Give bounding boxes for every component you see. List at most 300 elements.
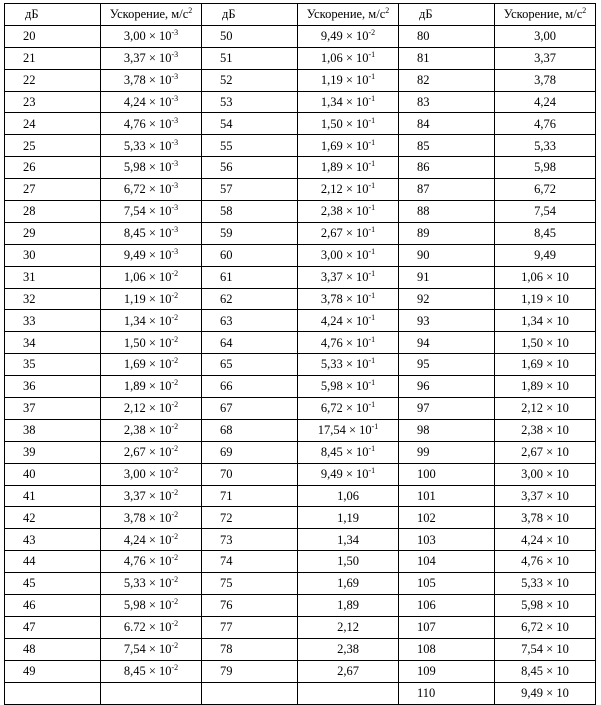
table-row (5, 419, 596, 441)
acceleration-cell (495, 376, 596, 398)
acceleration-mantissa: 9,49 (534, 247, 556, 262)
db-cell: 30 (5, 244, 101, 266)
acceleration-exponent: -1 (368, 115, 376, 125)
header-db-3: дБ (399, 4, 495, 26)
acceleration-mantissa: 3,00 × 10 (320, 247, 369, 262)
table-row (5, 441, 596, 463)
acceleration-mantissa: 2,38 × 10 (320, 204, 369, 219)
acceleration-exponent: -2 (171, 378, 179, 388)
acceleration-exponent: -1 (368, 268, 376, 278)
acceleration-cell (495, 201, 596, 223)
acceleration-cell (298, 244, 399, 266)
db-cell: 69 (202, 441, 298, 463)
acceleration-cell (101, 616, 202, 638)
table-row (5, 529, 596, 551)
acceleration-cell (298, 616, 399, 638)
table-row (5, 91, 596, 113)
db-cell (5, 682, 101, 704)
acceleration-cell (298, 463, 399, 485)
db-cell: 57 (202, 179, 298, 201)
header-db-2: дБ (202, 4, 298, 26)
acceleration-mantissa: 5,33 × 10 (123, 576, 172, 591)
table-row (5, 310, 596, 332)
db-cell: 27 (5, 179, 101, 201)
acceleration-exponent: -3 (171, 28, 179, 38)
acceleration-mantissa: 1,34 (337, 532, 359, 547)
acceleration-mantissa: 8,45 × 10 (123, 226, 172, 241)
acceleration-exponent: -1 (368, 159, 376, 169)
db-cell: 83 (399, 91, 495, 113)
acceleration-mantissa: 5,33 × 10 (320, 357, 369, 372)
acceleration-mantissa: 1,06 × 10 (123, 269, 172, 284)
acceleration-mantissa: 1,19 × 10 (320, 72, 369, 87)
acceleration-exponent: -3 (171, 181, 179, 191)
acceleration-mantissa: 8,45 × 10 (320, 445, 369, 459)
acceleration-cell (101, 222, 202, 244)
acceleration-cell (495, 69, 596, 91)
acceleration-exponent: -2 (171, 312, 179, 322)
db-cell: 101 (399, 485, 495, 507)
acceleration-mantissa: 3,37 × 10 (123, 488, 172, 503)
acceleration-exponent: -1 (368, 400, 376, 410)
table-row (5, 135, 596, 157)
acceleration-cell (101, 354, 202, 376)
db-cell: 33 (5, 310, 101, 332)
table-row (5, 660, 596, 682)
acceleration-mantissa: 1,89 (337, 598, 359, 613)
acceleration-mantissa: 2,67 × 10 (521, 445, 569, 459)
acceleration-cell (101, 113, 202, 135)
acceleration-mantissa: 2,12 (337, 620, 359, 635)
db-cell: 88 (399, 201, 495, 223)
db-cell: 43 (5, 529, 101, 551)
acceleration-mantissa: 9,49 × 10 (123, 247, 172, 262)
db-cell: 84 (399, 113, 495, 135)
acceleration-cell (298, 25, 399, 47)
db-cell: 108 (399, 638, 495, 660)
acceleration-exponent: -2 (171, 268, 179, 278)
acceleration-mantissa: 4,76 × 10 (123, 554, 172, 569)
acceleration-exponent: -2 (368, 28, 376, 38)
acceleration-cell (101, 660, 202, 682)
acceleration-exponent: -2 (171, 487, 179, 497)
db-cell: 23 (5, 91, 101, 113)
acceleration-mantissa: 1,89 × 10 (320, 160, 369, 175)
db-cell: 106 (399, 595, 495, 617)
acceleration-mantissa: 6.72 × 10 (123, 620, 172, 635)
acceleration-cell (101, 573, 202, 595)
table-row (5, 354, 596, 376)
acceleration-exponent: -3 (171, 225, 179, 235)
db-cell: 44 (5, 551, 101, 573)
acceleration-mantissa: 3,78 × 10 (123, 72, 172, 87)
acceleration-cell (101, 47, 202, 69)
acceleration-cell (298, 660, 399, 682)
acceleration-cell (101, 682, 202, 704)
db-cell: 22 (5, 69, 101, 91)
acceleration-mantissa: 1,50 × 10 (320, 116, 369, 131)
acceleration-mantissa: 4,76 × 10 (320, 335, 369, 350)
acceleration-exponent: -1 (368, 465, 376, 475)
acceleration-mantissa: 7,54 × 10 (123, 642, 172, 657)
acceleration-mantissa: 1,19 (337, 510, 359, 525)
db-cell: 75 (202, 573, 298, 595)
db-cell: 77 (202, 616, 298, 638)
db-cell: 38 (5, 419, 101, 441)
db-cell: 68 (202, 419, 298, 441)
db-cell: 50 (202, 25, 298, 47)
acceleration-exponent: -1 (368, 137, 376, 147)
acceleration-cell (101, 376, 202, 398)
acceleration-exponent: -2 (171, 444, 179, 453)
acceleration-cell (495, 551, 596, 573)
acceleration-mantissa: 2,12 × 10 (123, 401, 172, 416)
db-cell: 92 (399, 288, 495, 310)
acceleration-exponent: -3 (171, 93, 179, 103)
db-cell: 20 (5, 25, 101, 47)
acceleration-cell (101, 69, 202, 91)
header-accel-1: Ускорение, $м/с^2$ (101, 4, 202, 26)
acceleration-mantissa: 9,49 × 10 (320, 466, 369, 481)
db-cell: 34 (5, 332, 101, 354)
db-cell: 98 (399, 419, 495, 441)
acceleration-mantissa: 6,72 (534, 182, 556, 197)
db-cell: 32 (5, 288, 101, 310)
acceleration-mantissa: 3,37 × 10 (521, 488, 569, 503)
db-cell: 71 (202, 485, 298, 507)
db-cell: 96 (399, 376, 495, 398)
acceleration-mantissa: 3,00 × 10 (123, 29, 172, 44)
acceleration-exponent: -1 (368, 225, 376, 235)
db-cell: 65 (202, 354, 298, 376)
acceleration-exponent: -2 (171, 422, 179, 432)
acceleration-mantissa: 1,69 (337, 576, 359, 591)
acceleration-exponent: -2 (171, 553, 179, 563)
db-cell: 61 (202, 266, 298, 288)
db-cell: 103 (399, 529, 495, 551)
db-cell: 47 (5, 616, 101, 638)
db-cell: 105 (399, 573, 495, 595)
acceleration-exponent: -2 (171, 531, 179, 541)
db-cell: 52 (202, 69, 298, 91)
acceleration-mantissa: 5,98 × 10 (123, 598, 172, 613)
acceleration-mantissa: 6,72 × 10 (123, 182, 172, 197)
db-cell: 40 (5, 463, 101, 485)
acceleration-cell (495, 441, 596, 463)
db-cell: 67 (202, 398, 298, 420)
db-cell: 41 (5, 485, 101, 507)
acceleration-mantissa: 17,54 × 10 (317, 423, 372, 438)
acceleration-mantissa: 6,72 × 10 (521, 620, 569, 635)
acceleration-exponent: -1 (368, 181, 376, 191)
db-cell: 87 (399, 179, 495, 201)
acceleration-mantissa: 1,50 × 10 (123, 335, 172, 350)
acceleration-cell (495, 354, 596, 376)
acceleration-mantissa: 4,76 × 10 (123, 116, 172, 131)
acceleration-exponent: -3 (171, 115, 179, 125)
acceleration-mantissa: 1,06 × 10 (521, 269, 569, 284)
acceleration-mantissa: 5,33 (534, 138, 556, 153)
acceleration-exponent: -1 (368, 334, 376, 344)
acceleration-mantissa: 2,12 × 10 (521, 401, 569, 416)
acceleration-exponent: -1 (368, 203, 376, 213)
db-cell: 35 (5, 354, 101, 376)
acceleration-cell (101, 288, 202, 310)
acceleration-exponent: -2 (171, 400, 179, 410)
acceleration-cell (101, 507, 202, 529)
acceleration-cell (298, 288, 399, 310)
acceleration-cell (101, 485, 202, 507)
acceleration-mantissa: 7,54 × 10 (521, 642, 569, 657)
acceleration-cell (495, 157, 596, 179)
acceleration-exponent: -3 (171, 49, 179, 59)
acceleration-exponent: -3 (171, 246, 179, 256)
db-cell: 74 (202, 551, 298, 573)
acceleration-cell (101, 638, 202, 660)
db-cell: 100 (399, 463, 495, 485)
acceleration-mantissa: 1,19 × 10 (521, 291, 569, 306)
acceleration-exponent: -1 (371, 422, 379, 432)
acceleration-mantissa: 2,67 (337, 663, 359, 678)
acceleration-cell (298, 573, 399, 595)
db-cell: 59 (202, 222, 298, 244)
db-cell: 48 (5, 638, 101, 660)
acceleration-cell (298, 69, 399, 91)
db-cell: 49 (5, 660, 101, 682)
acceleration-cell (495, 332, 596, 354)
db-cell: 45 (5, 573, 101, 595)
acceleration-mantissa: 9,49 × 10 (521, 685, 569, 700)
db-cell: 42 (5, 507, 101, 529)
acceleration-mantissa: 2,38 (337, 642, 359, 657)
table-row (5, 47, 596, 69)
db-cell: 89 (399, 222, 495, 244)
acceleration-mantissa: 5,98 × 10 (320, 379, 369, 394)
acceleration-cell (298, 332, 399, 354)
db-cell: 53 (202, 91, 298, 113)
db-cell: 86 (399, 157, 495, 179)
db-cell: 104 (399, 551, 495, 573)
acceleration-mantissa: 4,76 × 10 (521, 554, 569, 569)
acceleration-cell (298, 529, 399, 551)
acceleration-cell (298, 135, 399, 157)
acceleration-exponent: -2 (171, 465, 179, 475)
db-cell: 64 (202, 332, 298, 354)
acceleration-cell (495, 266, 596, 288)
acceleration-exponent: -2 (171, 575, 179, 585)
acceleration-cell (495, 529, 596, 551)
acceleration-cell (298, 113, 399, 135)
db-cell: 102 (399, 507, 495, 529)
acceleration-cell (101, 157, 202, 179)
db-cell: 90 (399, 244, 495, 266)
header-row (5, 4, 596, 26)
acceleration-mantissa: 3,78 (534, 72, 556, 87)
acceleration-mantissa: 1,89 × 10 (123, 379, 172, 394)
table-row (5, 179, 596, 201)
acceleration-exponent: -1 (368, 378, 376, 388)
acceleration-exponent: -1 (368, 93, 376, 103)
acceleration-mantissa: 3,00 (534, 29, 556, 44)
acceleration-mantissa: 1,89 × 10 (521, 379, 569, 394)
acceleration-exponent: -1 (368, 49, 376, 59)
acceleration-mantissa: 3,78 × 10 (521, 510, 569, 525)
table-row (5, 573, 596, 595)
db-cell: 91 (399, 266, 495, 288)
table-row (5, 69, 596, 91)
db-cell: 39 (5, 441, 101, 463)
acceleration-cell (298, 376, 399, 398)
db-cell: 95 (399, 354, 495, 376)
acceleration-mantissa: 4,76 (534, 116, 556, 131)
db-cell: 58 (202, 201, 298, 223)
acceleration-exponent: -1 (368, 312, 376, 322)
acceleration-mantissa: 7,54 × 10 (123, 204, 172, 219)
acceleration-cell (101, 441, 202, 463)
acceleration-exponent: -1 (368, 290, 376, 300)
acceleration-cell (495, 179, 596, 201)
acceleration-mantissa: 2,67 × 10 (320, 226, 369, 241)
db-cell: 85 (399, 135, 495, 157)
acceleration-mantissa: 4,24 × 10 (123, 94, 172, 109)
acceleration-mantissa: 4,24 × 10 (521, 532, 569, 547)
acceleration-mantissa: 2,38 × 10 (123, 423, 172, 438)
db-cell: 93 (399, 310, 495, 332)
acceleration-cell (495, 419, 596, 441)
table-row (5, 507, 596, 529)
db-cell: 99 (399, 441, 495, 463)
acceleration-cell (101, 201, 202, 223)
acceleration-cell (101, 419, 202, 441)
acceleration-mantissa: 5,98 (534, 160, 556, 175)
table-row (5, 113, 596, 135)
acceleration-cell (495, 463, 596, 485)
db-cell: 25 (5, 135, 101, 157)
acceleration-mantissa: 7,54 (534, 204, 556, 219)
acceleration-cell (298, 682, 399, 704)
acceleration-exponent: -3 (171, 71, 179, 81)
acceleration-cell (101, 25, 202, 47)
header-db-1: дБ (5, 4, 101, 26)
acceleration-cell (495, 222, 596, 244)
acceleration-cell (495, 485, 596, 507)
acceleration-mantissa: 1,50 (337, 554, 359, 569)
acceleration-cell (101, 463, 202, 485)
acceleration-cell (298, 507, 399, 529)
acceleration-exponent: -3 (171, 159, 179, 169)
acceleration-mantissa: 1,69 × 10 (521, 357, 569, 372)
db-cell: 36 (5, 376, 101, 398)
acceleration-mantissa: 1,69 × 10 (123, 357, 172, 372)
acceleration-cell (101, 179, 202, 201)
acceleration-mantissa: 3,37 (534, 50, 556, 65)
acceleration-mantissa: 3,78 × 10 (320, 291, 369, 306)
header-accel-3: Ускорение, $м/с^2$ (495, 4, 596, 26)
db-cell: 60 (202, 244, 298, 266)
table-row (5, 463, 596, 485)
table-row (5, 25, 596, 47)
acceleration-cell (298, 595, 399, 617)
acceleration-cell (495, 682, 596, 704)
db-cell: 97 (399, 398, 495, 420)
acceleration-exponent: -2 (171, 597, 179, 607)
acceleration-mantissa: 1,19 × 10 (123, 291, 172, 306)
table-row (5, 638, 596, 660)
db-cell: 107 (399, 616, 495, 638)
acceleration-exponent: -3 (171, 137, 179, 147)
acceleration-exponent: -2 (171, 334, 179, 344)
acceleration-cell (298, 47, 399, 69)
acceleration-cell (298, 551, 399, 573)
table-row (5, 266, 596, 288)
acceleration-cell (298, 222, 399, 244)
db-cell: 76 (202, 595, 298, 617)
db-cell: 82 (399, 69, 495, 91)
acceleration-mantissa: 6,72 × 10 (320, 401, 369, 416)
acceleration-exponent: -2 (171, 290, 179, 300)
db-cell: 79 (202, 660, 298, 682)
acceleration-cell (101, 135, 202, 157)
acceleration-exponent: -1 (368, 71, 376, 81)
acceleration-cell (298, 179, 399, 201)
acceleration-mantissa: 4,24 × 10 (320, 313, 369, 328)
db-cell: 73 (202, 529, 298, 551)
acceleration-mantissa: 5,98 × 10 (123, 160, 172, 175)
acceleration-mantissa: 5,33 × 10 (123, 138, 172, 153)
acceleration-cell (298, 398, 399, 420)
acceleration-mantissa: 8,45 (534, 226, 556, 241)
db-cell: 109 (399, 660, 495, 682)
table-row (5, 201, 596, 223)
table-row (5, 595, 596, 617)
acceleration-cell (495, 288, 596, 310)
db-cell: 62 (202, 288, 298, 310)
acceleration-cell (101, 310, 202, 332)
table-row (5, 244, 596, 266)
db-cell: 46 (5, 595, 101, 617)
acceleration-cell (298, 157, 399, 179)
acceleration-mantissa: 3,78 × 10 (123, 510, 172, 525)
acceleration-mantissa: 3,37 × 10 (320, 269, 369, 284)
table-row (5, 485, 596, 507)
acceleration-exponent: -2 (171, 641, 179, 651)
acceleration-cell (101, 398, 202, 420)
acceleration-mantissa: 1,69 × 10 (320, 138, 369, 153)
table-row (5, 157, 596, 179)
db-cell: 66 (202, 376, 298, 398)
acceleration-mantissa: 1,06 × 10 (320, 50, 369, 65)
acceleration-cell (101, 266, 202, 288)
acceleration-exponent: -2 (171, 662, 179, 672)
db-cell: 55 (202, 135, 298, 157)
acceleration-cell (101, 244, 202, 266)
acceleration-mantissa: 2,67 × 10 (123, 445, 172, 459)
acceleration-mantissa: 9,49 × 10 (320, 29, 369, 44)
acceleration-cell (495, 595, 596, 617)
acceleration-cell (495, 244, 596, 266)
acceleration-exponent: -3 (171, 203, 179, 213)
acceleration-mantissa: 3,00 × 10 (123, 466, 172, 481)
acceleration-cell (495, 91, 596, 113)
acceleration-cell (495, 507, 596, 529)
acceleration-cell (298, 441, 399, 463)
acceleration-cell (101, 332, 202, 354)
table-row (5, 551, 596, 573)
acceleration-cell (101, 595, 202, 617)
db-cell: 21 (5, 47, 101, 69)
acceleration-cell (495, 616, 596, 638)
acceleration-exponent: -1 (368, 356, 376, 366)
